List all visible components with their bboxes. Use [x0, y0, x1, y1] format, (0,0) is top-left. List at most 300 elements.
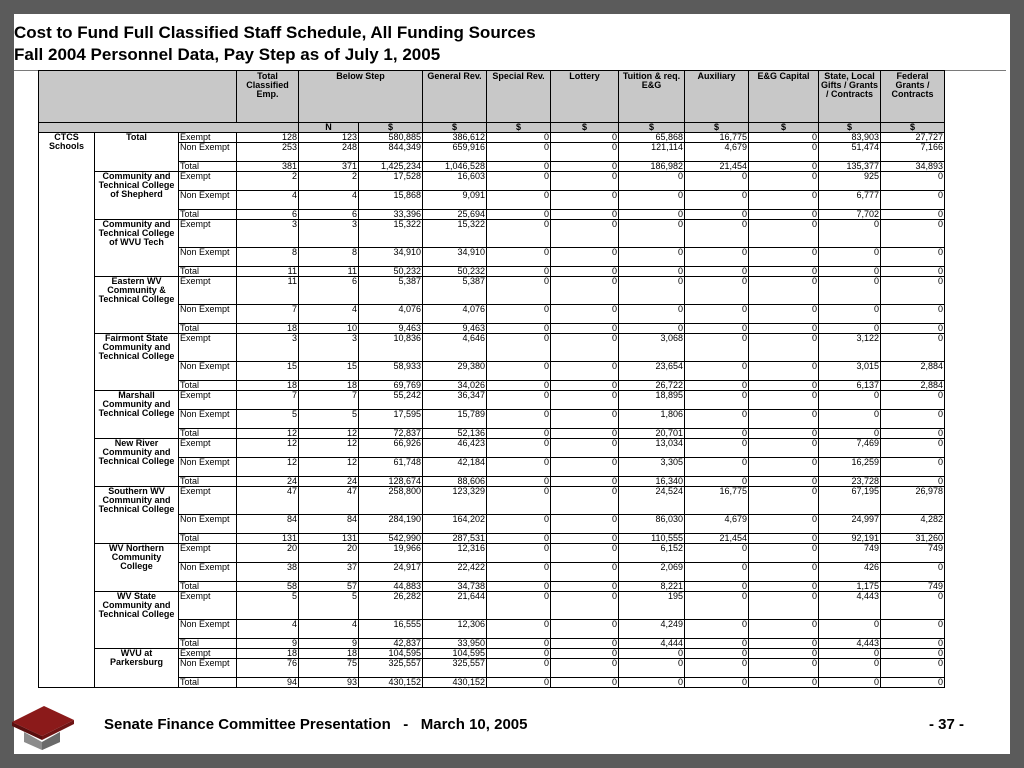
table-cell: 0 [487, 248, 551, 267]
row-type-label: Total [179, 162, 237, 172]
row-type-label: Non Exempt [179, 659, 237, 678]
table-cell: 325,557 [423, 659, 487, 678]
table-cell: 27,727 [881, 133, 945, 143]
table-cell: 24,524 [619, 487, 685, 515]
row-type-label: Total [179, 210, 237, 220]
institution-name: WV Northern Community College [95, 544, 179, 592]
table-cell: 0 [487, 133, 551, 143]
table-cell: 0 [819, 678, 881, 688]
table-cell: 0 [551, 429, 619, 439]
table-cell: 0 [685, 649, 749, 659]
table-cell: 0 [881, 191, 945, 210]
table-cell: 0 [487, 210, 551, 220]
row-type-label: Non Exempt [179, 143, 237, 162]
table-cell: 0 [487, 620, 551, 639]
table-cell: 83,903 [819, 133, 881, 143]
table-cell: 0 [685, 458, 749, 477]
table-cell: 0 [749, 678, 819, 688]
table-cell: 0 [619, 210, 685, 220]
table-cell: 0 [551, 324, 619, 334]
table-cell: 0 [551, 305, 619, 324]
mortarboard-icon [8, 700, 78, 752]
table-cell: 34,910 [423, 248, 487, 267]
table-cell: 4,443 [819, 639, 881, 649]
title-line-1: Cost to Fund Full Classified Staff Schedule, All Funding Sources [14, 23, 536, 42]
table-cell: 15,322 [359, 220, 423, 248]
table-cell: 0 [551, 458, 619, 477]
table-cell: 11 [237, 277, 299, 305]
table-cell: 15,868 [359, 191, 423, 210]
table-cell: 0 [551, 544, 619, 563]
table-cell: 0 [487, 172, 551, 191]
table-cell: 16,775 [685, 487, 749, 515]
table-cell: 287,531 [423, 534, 487, 544]
row-type-label: Exempt [179, 133, 237, 143]
table-cell: 0 [487, 659, 551, 678]
table-cell: 0 [881, 172, 945, 191]
table-cell: 0 [551, 267, 619, 277]
table-cell: 1,175 [819, 582, 881, 592]
unit-cell: $ [819, 123, 881, 133]
table-cell: 58,933 [359, 362, 423, 381]
page-title [14, 22, 536, 66]
table-row [39, 334, 945, 362]
table-cell: 0 [749, 592, 819, 620]
table-cell: 0 [881, 410, 945, 429]
table-cell: 0 [551, 248, 619, 267]
table-cell: 26,722 [619, 381, 685, 391]
table-cell: 46,423 [423, 439, 487, 458]
table-cell: 386,612 [423, 133, 487, 143]
table-cell: 2 [237, 172, 299, 191]
table-cell: 16,259 [819, 458, 881, 477]
table-cell: 92,191 [819, 534, 881, 544]
table-cell: 72,837 [359, 429, 423, 439]
unit-cell: $ [619, 123, 685, 133]
table-cell: 0 [619, 678, 685, 688]
table-cell: 0 [685, 248, 749, 267]
table-cell: 3,305 [619, 458, 685, 477]
header-row [39, 71, 945, 123]
row-type-label: Total [179, 477, 237, 487]
header-below-step: Below Step [299, 71, 423, 123]
table-cell: 33,396 [359, 210, 423, 220]
table-cell: 1,425,234 [359, 162, 423, 172]
header-special-rev: Special Rev. [487, 71, 551, 123]
row-type-label: Exempt [179, 649, 237, 659]
table-cell: 18 [299, 381, 359, 391]
table-cell: 20 [299, 544, 359, 563]
table-cell: 1,046,528 [423, 162, 487, 172]
table-cell: 0 [685, 620, 749, 639]
table-cell: 86,030 [619, 515, 685, 534]
institution-name: WVU at Parkersburg [95, 649, 179, 688]
table-cell: 15,789 [423, 410, 487, 429]
table-cell: 0 [619, 172, 685, 191]
table-cell: 253 [237, 143, 299, 162]
table-cell: 17,528 [359, 172, 423, 191]
table-cell: 0 [551, 277, 619, 305]
table-cell: 0 [749, 534, 819, 544]
table-cell: 24 [237, 477, 299, 487]
table-row [39, 133, 945, 143]
table-cell: 12 [237, 439, 299, 458]
table-cell: 5,387 [423, 277, 487, 305]
table-cell: 0 [881, 678, 945, 688]
table-cell: 0 [551, 534, 619, 544]
table-cell: 2 [299, 172, 359, 191]
table-row [39, 649, 945, 659]
table-cell: 0 [487, 143, 551, 162]
table-cell: 9,091 [423, 191, 487, 210]
table-cell: 0 [487, 305, 551, 324]
table-cell: 0 [819, 429, 881, 439]
table-cell: 9,463 [423, 324, 487, 334]
table-cell: 0 [685, 563, 749, 582]
table-cell: 21,454 [685, 162, 749, 172]
table-cell: 0 [685, 381, 749, 391]
table-cell: 0 [685, 678, 749, 688]
table-cell: 0 [551, 191, 619, 210]
table-cell: 0 [749, 439, 819, 458]
table-cell: 0 [819, 410, 881, 429]
table-cell: 0 [487, 162, 551, 172]
table-cell: 258,800 [359, 487, 423, 515]
table-cell: 104,595 [423, 649, 487, 659]
table-cell: 67,195 [819, 487, 881, 515]
table-cell: 61,748 [359, 458, 423, 477]
row-type-label: Total [179, 534, 237, 544]
row-type-label: Exempt [179, 220, 237, 248]
table-cell: 26,282 [359, 592, 423, 620]
table-cell: 0 [749, 324, 819, 334]
table-cell: 2,069 [619, 563, 685, 582]
table-cell: 18,895 [619, 391, 685, 410]
unit-row [39, 123, 945, 133]
unit-cell: $ [487, 123, 551, 133]
table-cell: 0 [487, 477, 551, 487]
institution-name: WV State Community and Technical College [95, 592, 179, 649]
table-cell: 18 [237, 324, 299, 334]
table-cell: 0 [881, 334, 945, 362]
table-cell: 0 [749, 649, 819, 659]
table-row [39, 544, 945, 563]
table-cell: 0 [749, 143, 819, 162]
table-cell: 0 [819, 391, 881, 410]
institution-name: Community and Technical College of Shepherd [95, 172, 179, 220]
table-cell: 23,654 [619, 362, 685, 381]
table-cell: 6 [299, 277, 359, 305]
group-label: CTCS Schools [39, 133, 95, 688]
table-cell: 7,702 [819, 210, 881, 220]
table-cell: 0 [551, 362, 619, 381]
table-cell: 0 [551, 172, 619, 191]
row-type-label: Total [179, 381, 237, 391]
row-type-label: Total [179, 324, 237, 334]
table-cell: 2,884 [881, 381, 945, 391]
table-cell: 0 [881, 324, 945, 334]
unit-cell: $ [749, 123, 819, 133]
table-cell: 0 [749, 267, 819, 277]
row-type-label: Non Exempt [179, 305, 237, 324]
table-cell: 0 [685, 410, 749, 429]
table-cell: 47 [237, 487, 299, 515]
table-cell: 12 [237, 429, 299, 439]
row-type-label: Total [179, 429, 237, 439]
table-cell: 9 [299, 639, 359, 649]
table-cell: 0 [551, 210, 619, 220]
table-cell: 0 [487, 515, 551, 534]
table-cell: 12 [299, 429, 359, 439]
table-cell: 0 [551, 487, 619, 515]
table-cell: 0 [685, 544, 749, 563]
table-cell: 0 [487, 534, 551, 544]
table-cell: 0 [749, 659, 819, 678]
table-cell: 24,997 [819, 515, 881, 534]
table-cell: 0 [819, 305, 881, 324]
table-cell: 0 [819, 220, 881, 248]
table-cell: 0 [551, 220, 619, 248]
table-cell: 11 [237, 267, 299, 277]
table-cell: 0 [749, 220, 819, 248]
table-cell: 426 [819, 563, 881, 582]
table-cell: 0 [685, 659, 749, 678]
table-cell: 0 [551, 582, 619, 592]
table-cell: 13,034 [619, 439, 685, 458]
row-type-label: Total [179, 582, 237, 592]
table-cell: 0 [881, 458, 945, 477]
table-cell: 6 [299, 210, 359, 220]
table-cell: 12,316 [423, 544, 487, 563]
table-cell: 0 [619, 220, 685, 248]
table-cell: 0 [487, 391, 551, 410]
table-cell: 17,595 [359, 410, 423, 429]
table-cell: 0 [551, 439, 619, 458]
table-cell: 5 [237, 410, 299, 429]
table-row [39, 487, 945, 515]
page-number: - 37 - [928, 716, 964, 733]
table-cell: 164,202 [423, 515, 487, 534]
table-cell: 0 [487, 544, 551, 563]
table-cell: 0 [749, 277, 819, 305]
table-cell: 38 [237, 563, 299, 582]
table-cell: 7,469 [819, 439, 881, 458]
table-cell: 0 [487, 582, 551, 592]
table-cell: 0 [749, 210, 819, 220]
row-type-label: Non Exempt [179, 620, 237, 639]
row-type-label: Exempt [179, 172, 237, 191]
table-cell: 0 [749, 305, 819, 324]
table-cell: 0 [619, 659, 685, 678]
table-cell: 0 [749, 381, 819, 391]
table-cell: 21,454 [685, 534, 749, 544]
table-cell: 4,282 [881, 515, 945, 534]
table-cell: 0 [551, 563, 619, 582]
table-cell: 659,916 [423, 143, 487, 162]
table-cell: 0 [749, 458, 819, 477]
table-cell: 4 [299, 620, 359, 639]
table-cell: 11 [299, 267, 359, 277]
table-cell: 0 [487, 458, 551, 477]
table-cell: 749 [881, 582, 945, 592]
table-cell: 0 [487, 639, 551, 649]
table-cell: 4 [299, 191, 359, 210]
table-cell: 325,557 [359, 659, 423, 678]
table-cell: 0 [749, 544, 819, 563]
table-cell: 0 [881, 248, 945, 267]
table-cell: 925 [819, 172, 881, 191]
table-cell: 47 [299, 487, 359, 515]
table-cell: 0 [551, 133, 619, 143]
table-cell: 50,232 [359, 267, 423, 277]
table-cell: 94 [237, 678, 299, 688]
unit-cell: $ [423, 123, 487, 133]
table-cell: 0 [881, 210, 945, 220]
unit-blank [39, 123, 299, 133]
table-cell: 0 [551, 649, 619, 659]
table-cell: 0 [749, 133, 819, 143]
table-cell: 248 [299, 143, 359, 162]
table-cell: 0 [487, 191, 551, 210]
table-cell: 10,836 [359, 334, 423, 362]
header-lottery: Lottery [551, 71, 619, 123]
table-cell: 135,377 [819, 162, 881, 172]
table-cell: 0 [487, 563, 551, 582]
table-cell: 26,978 [881, 487, 945, 515]
header-eg-capital: E&G Capital [749, 71, 819, 123]
table-cell: 0 [819, 324, 881, 334]
table-cell: 0 [487, 220, 551, 248]
table-cell: 0 [881, 305, 945, 324]
table-cell: 0 [685, 210, 749, 220]
row-type-label: Exempt [179, 439, 237, 458]
table-cell: 34,026 [423, 381, 487, 391]
table-cell: 0 [685, 220, 749, 248]
table-cell: 0 [487, 678, 551, 688]
table-cell: 0 [551, 515, 619, 534]
table-cell: 0 [551, 162, 619, 172]
table-cell: 29,380 [423, 362, 487, 381]
table-cell: 0 [881, 267, 945, 277]
row-type-label: Non Exempt [179, 362, 237, 381]
table-row [39, 592, 945, 620]
table-row [39, 220, 945, 248]
table-cell: 18 [237, 649, 299, 659]
header-federal: Federal Grants / Contracts [881, 71, 945, 123]
table-cell: 0 [551, 410, 619, 429]
table-cell: 0 [685, 172, 749, 191]
table-cell: 66,926 [359, 439, 423, 458]
row-type-label: Non Exempt [179, 563, 237, 582]
table-cell: 0 [881, 439, 945, 458]
table-cell: 33,950 [423, 639, 487, 649]
header-total-classified: Total Classified Emp. [237, 71, 299, 123]
table-cell: 4 [299, 305, 359, 324]
table-cell: 110,555 [619, 534, 685, 544]
table-cell: 0 [749, 487, 819, 515]
table-cell: 18 [299, 649, 359, 659]
table-cell: 0 [749, 362, 819, 381]
table-cell: 0 [619, 267, 685, 277]
table-cell: 0 [487, 277, 551, 305]
table-cell: 0 [819, 620, 881, 639]
table-cell: 371 [299, 162, 359, 172]
table-cell: 0 [749, 429, 819, 439]
table-cell: 0 [487, 410, 551, 429]
table-cell: 580,885 [359, 133, 423, 143]
table-cell: 0 [487, 362, 551, 381]
table-cell: 0 [749, 162, 819, 172]
row-type-label: Total [179, 678, 237, 688]
table-cell: 34,893 [881, 162, 945, 172]
table-cell: 7,166 [881, 143, 945, 162]
table-cell: 0 [881, 592, 945, 620]
table-cell: 12 [237, 458, 299, 477]
table-cell: 34,910 [359, 248, 423, 267]
table-cell: 12 [299, 458, 359, 477]
row-type-label: Total [179, 267, 237, 277]
table-cell: 0 [619, 649, 685, 659]
table-cell: 42,837 [359, 639, 423, 649]
table-cell: 542,990 [359, 534, 423, 544]
header-blank [39, 71, 237, 123]
table-cell: 0 [685, 639, 749, 649]
table-cell: 0 [819, 267, 881, 277]
institution-name: Community and Technical College of WVU Tech [95, 220, 179, 277]
table-cell: 0 [749, 334, 819, 362]
table-cell: 749 [819, 544, 881, 563]
table-cell: 430,152 [423, 678, 487, 688]
table-cell: 284,190 [359, 515, 423, 534]
table-cell: 0 [487, 649, 551, 659]
table-cell: 0 [749, 410, 819, 429]
table-cell: 15 [237, 362, 299, 381]
table-cell: 21,644 [423, 592, 487, 620]
institution-name: Eastern WV Community & Technical College [95, 277, 179, 334]
table-cell: 0 [819, 659, 881, 678]
header-tuition: Tuition & req. E&G [619, 71, 685, 123]
table-cell: 58 [237, 582, 299, 592]
table-cell: 3 [237, 220, 299, 248]
row-type-label: Exempt [179, 487, 237, 515]
unit-cell: $ [881, 123, 945, 133]
table-cell: 65,868 [619, 133, 685, 143]
table-cell: 6,777 [819, 191, 881, 210]
table-cell: 0 [819, 649, 881, 659]
table-cell: 0 [685, 334, 749, 362]
table-cell: 0 [749, 477, 819, 487]
table-cell: 18 [237, 381, 299, 391]
table-cell: 0 [749, 191, 819, 210]
table-cell: 31,260 [881, 534, 945, 544]
institution-name: Total [95, 133, 179, 172]
table-cell: 9,463 [359, 324, 423, 334]
table-cell: 0 [819, 248, 881, 267]
table-cell: 7 [299, 391, 359, 410]
table-cell: 37 [299, 563, 359, 582]
table-cell: 24,917 [359, 563, 423, 582]
table-cell: 4,679 [685, 515, 749, 534]
table-cell: 0 [487, 267, 551, 277]
table-cell: 0 [685, 477, 749, 487]
table-cell: 5 [299, 410, 359, 429]
table-cell: 16,340 [619, 477, 685, 487]
table-cell: 4,679 [685, 143, 749, 162]
table-cell: 93 [299, 678, 359, 688]
row-type-label: Exempt [179, 544, 237, 563]
table-cell: 0 [551, 391, 619, 410]
table-row [39, 391, 945, 410]
